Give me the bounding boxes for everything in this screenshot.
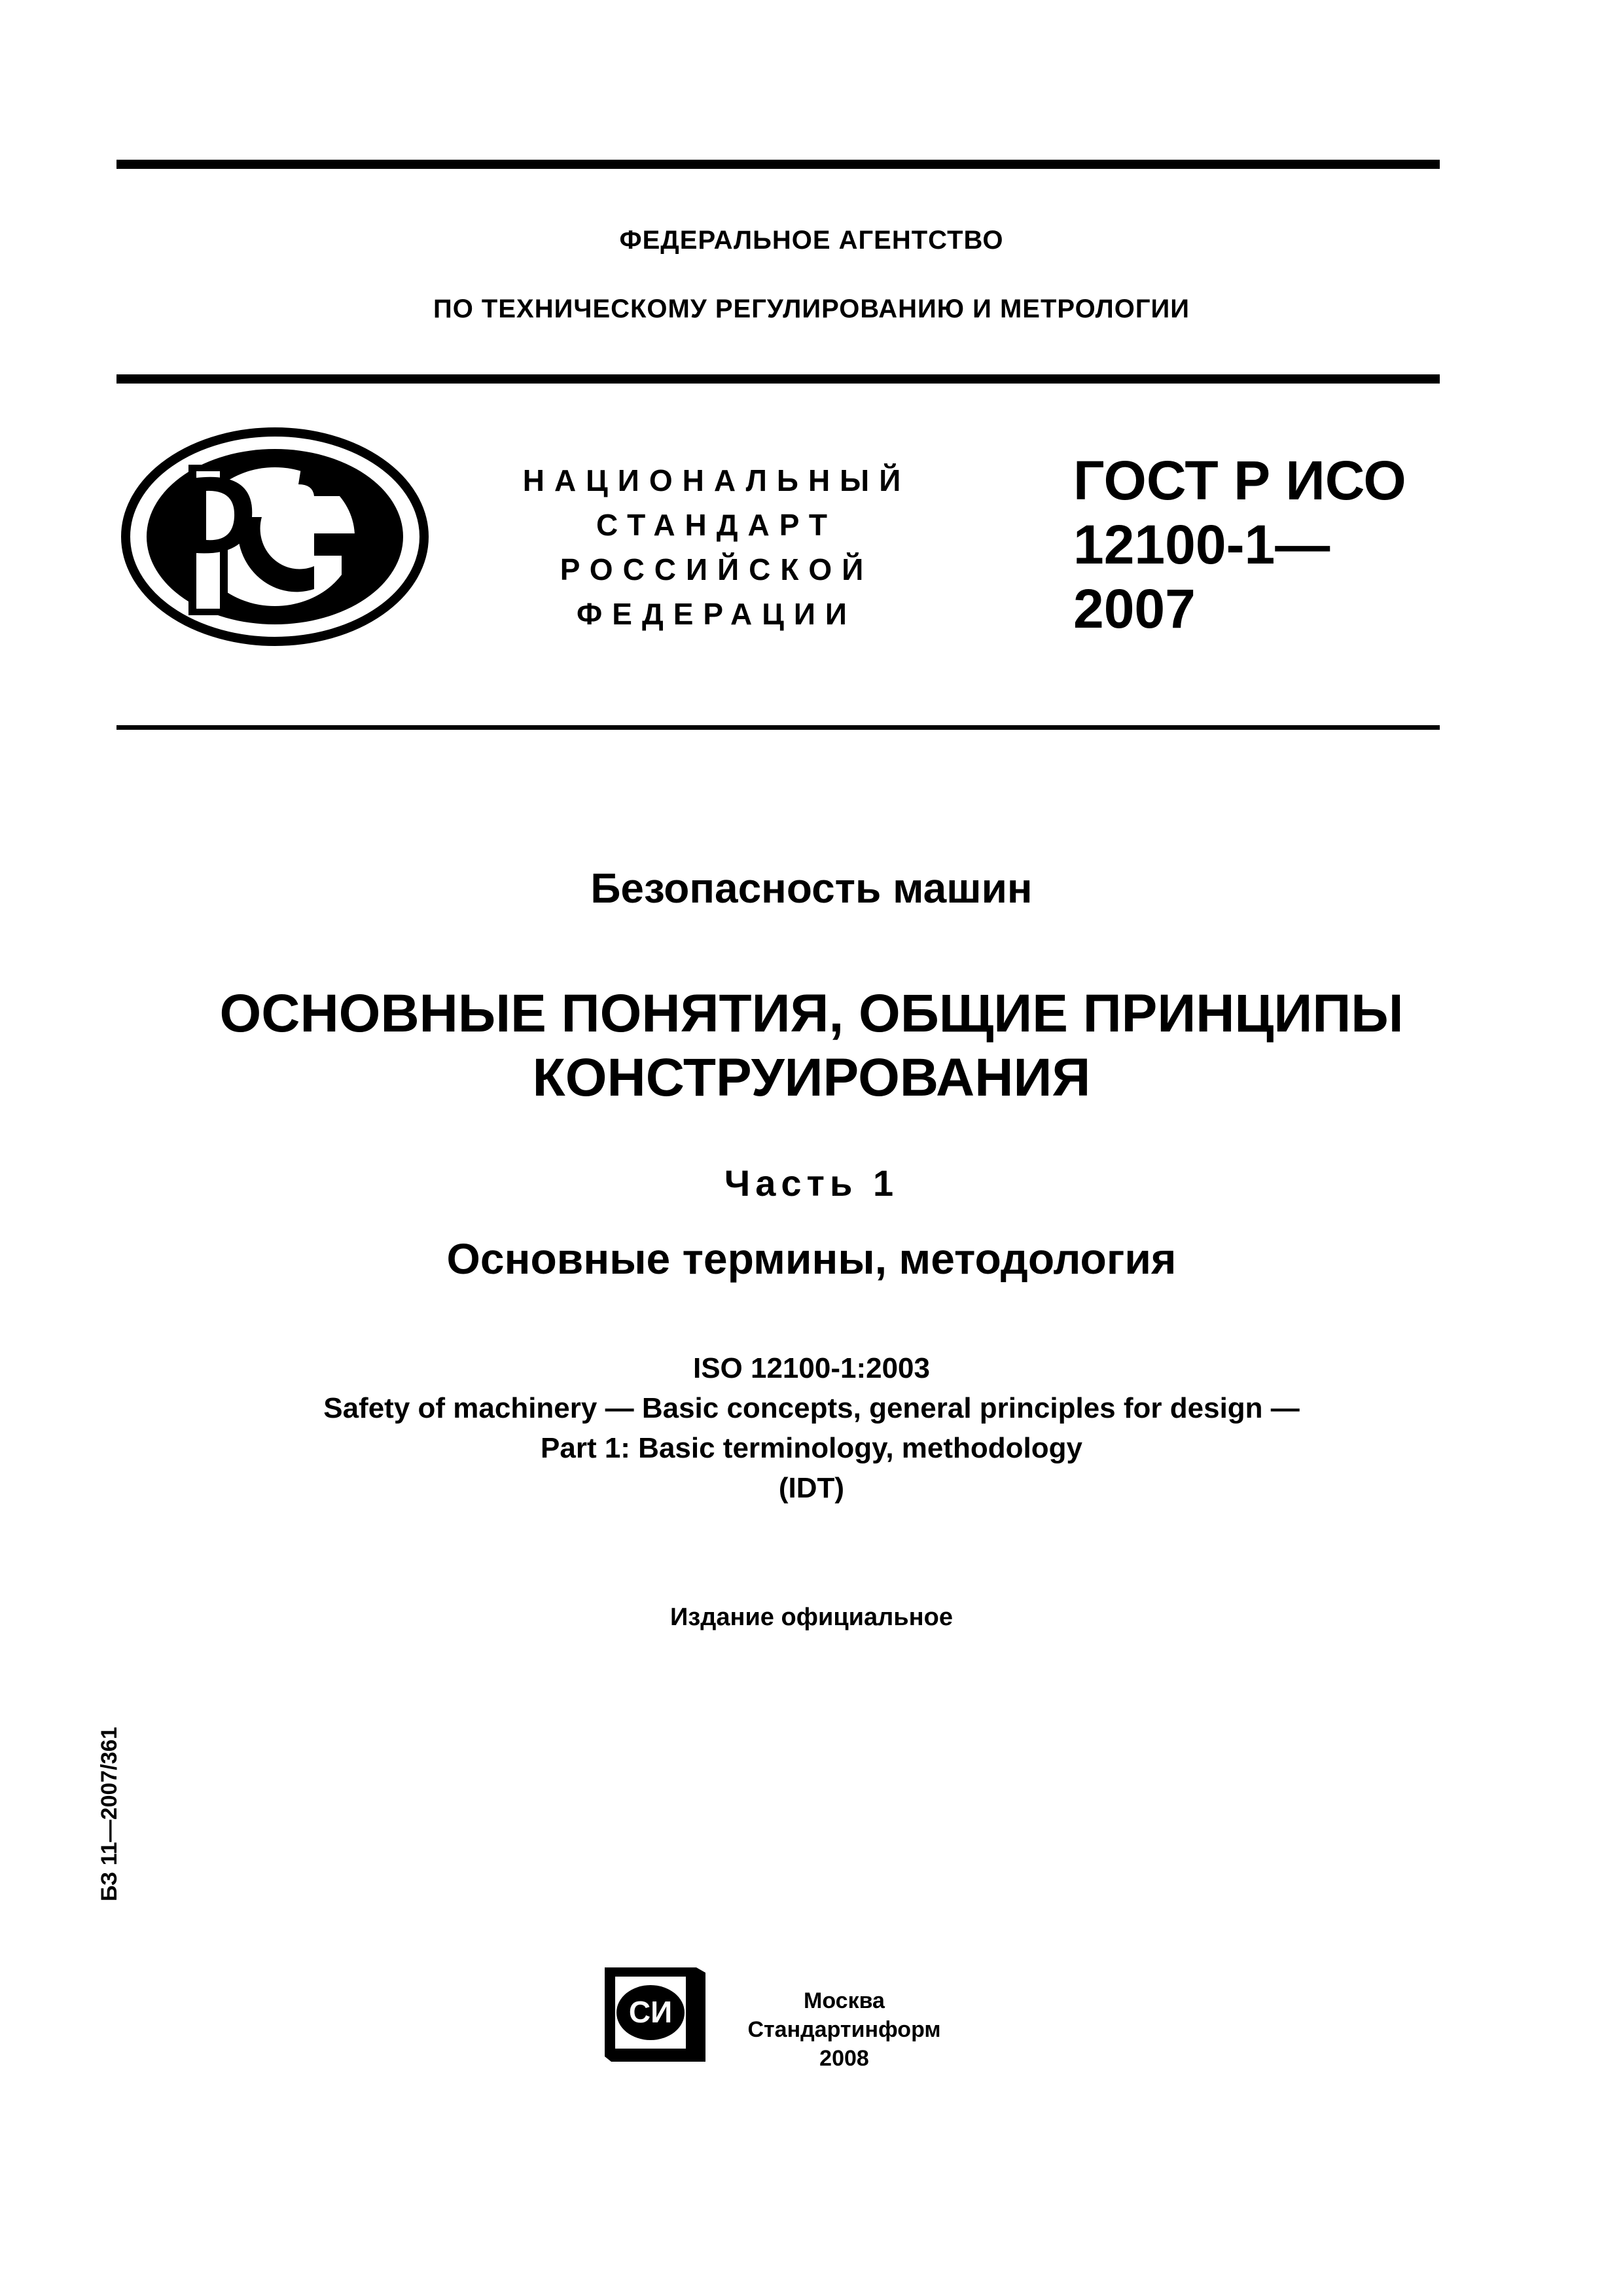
document-title: Безопасность машин (590, 865, 1033, 912)
publisher-info (733, 1986, 955, 2073)
national-standard-line-3: РОССИЙСКОЙ (560, 552, 874, 586)
side-code: БЗ 11—2007/361 (97, 1727, 122, 1901)
main-title-line-2: КОНСТРУИРОВАНИЯ (532, 1048, 1091, 1107)
header-bottom-rule (116, 725, 1440, 730)
national-standard-heading (481, 458, 952, 636)
national-standard-line-1: НАЦИОНАЛЬНЫЙ (522, 463, 911, 497)
agency-bottom-rule (116, 374, 1440, 384)
main-title-line-1: ОСНОВНЫЕ ПОНЯТИЯ, ОБЩИЕ ПРИНЦИПЫ (219, 984, 1404, 1043)
standard-code-line-3: 2007 (1073, 578, 1196, 639)
publisher-year: 2008 (819, 2046, 869, 2071)
publisher-city: Москва (804, 1988, 885, 2013)
iso-reference (0, 1348, 1623, 1508)
standard-code (1073, 448, 1406, 641)
standard-code-line-1: ГОСТ Р ИСО (1073, 450, 1406, 511)
iso-line-2: Safety of machinery — Basic concepts, general principles for design — (323, 1392, 1300, 1424)
publisher-name: Стандартинформ (747, 2017, 941, 2042)
national-standard-line-2: СТАНДАРТ (596, 508, 837, 542)
iso-line-3: Part 1: Basic terminology, methodology (541, 1432, 1082, 1464)
document-subtitle: Основные термины, методология (446, 1234, 1177, 1283)
national-standard-line-4: ФЕДЕРАЦИИ (577, 597, 857, 631)
svg-text:СИ: СИ (628, 1995, 673, 2029)
edition-label: Издание официальное (670, 1604, 953, 1631)
agency-line-1: ФЕДЕРАЛЬНОЕ АГЕНТСТВО (619, 226, 1004, 255)
iso-line-1: ISO 12100-1:2003 (692, 1352, 931, 1384)
top-rule (116, 160, 1440, 169)
iso-line-4: (IDT) (778, 1472, 845, 1504)
agency-line-2: ПО ТЕХНИЧЕСКОМУ РЕГУЛИРОВАНИЮ И МЕТРОЛОГИИ (433, 295, 1190, 323)
standard-code-line-2: 12100-1— (1073, 514, 1330, 575)
standartinform-logo-icon (602, 1964, 707, 2062)
part-number: Часть 1 (724, 1162, 899, 1204)
document-main-title (0, 982, 1623, 1110)
rst-mark-icon (118, 425, 432, 648)
